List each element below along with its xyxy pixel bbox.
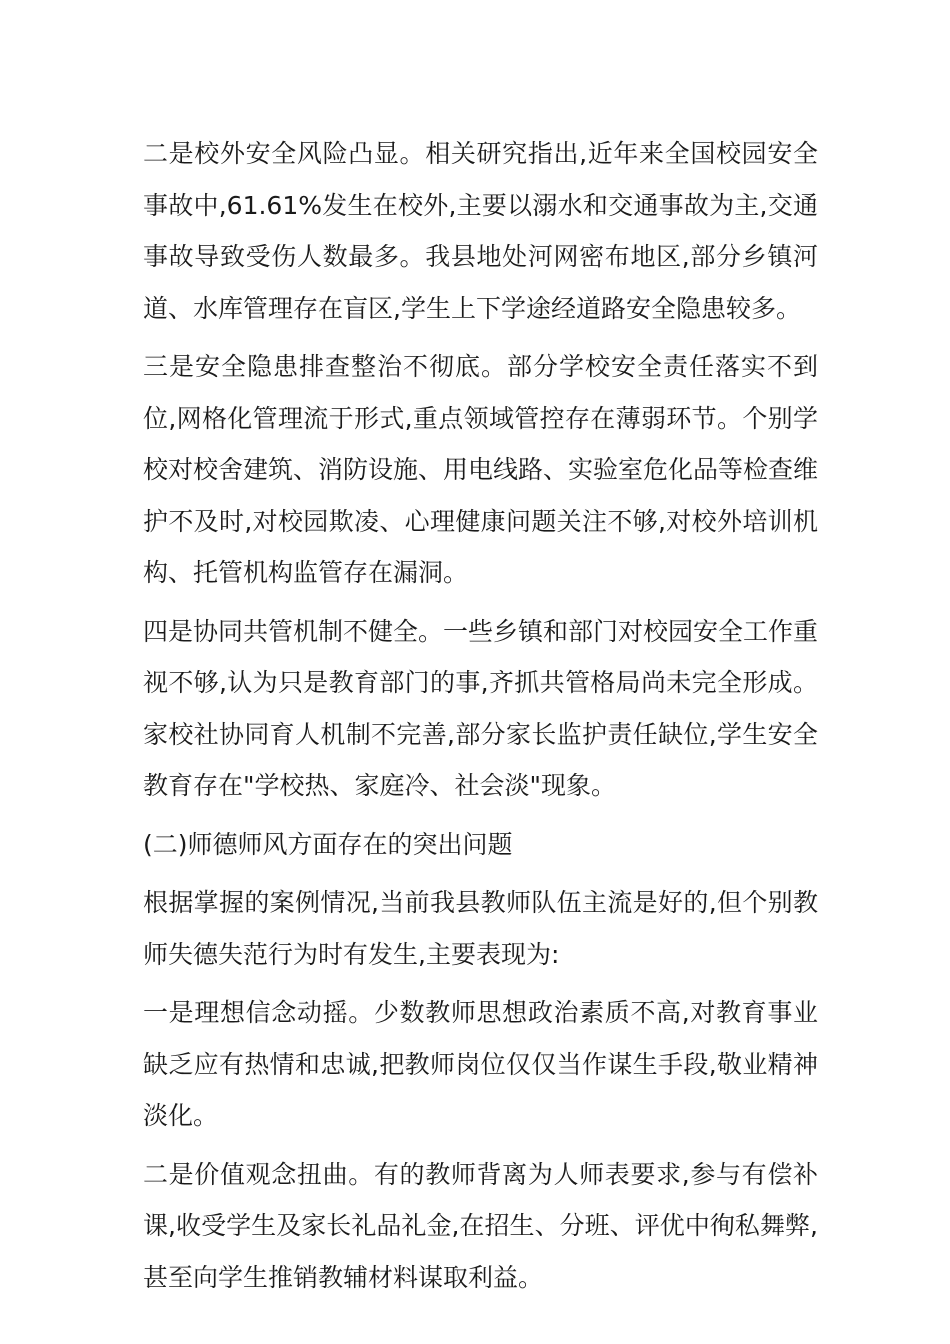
paragraph-case-summary: 根据掌握的案例情况,当前我县教师队伍主流是好的,但个别教师失德失范行为时有发生,主要表现为: [143, 888, 818, 969]
paragraph-values-distorted: 二是价值观念扭曲。有的教师背离为人师表要求,参与有偿补课,收受学生及家长礼品礼金,在招生、分班、评优中徇私舞弊,甚至向学生推销教辅材料谋取利益。 [143, 1159, 818, 1292]
paragraph-off-campus-risk: 二是校外安全风险凸显。相关研究指出,近年来全国校园安全事故中,61.61%发生在校外,主要以溺水和交通事故为主,交通事故导致受伤人数最多。我县地处河网密布地区,部分乡镇河道、水库管理存在盲区,学生上下学途经道路安全隐患较多。 [143, 139, 818, 323]
paragraph-ideals-wavering: 一是理想信念动摇。少数教师思想政治素质不高,对教育事业缺乏应有热情和忠诚,把教师岗位仅仅当作谋生手段,敬业精神淡化。 [143, 998, 818, 1130]
section-heading-teacher-ethics: (二)师德师风方面存在的突出问题 [143, 829, 513, 859]
document-body [143, 128, 818, 1310]
paragraph-hazard-inspection: 三是安全隐患排查整治不彻底。部分学校安全责任落实不到位,网格化管理流于形式,重点领域管控存在薄弱环节。个别学校对校舍建筑、消防设施、用电线路、实验室危化品等检查维护不及时,对校园欺凌、心理健康问题关注不够,对校外培训机构、托管机构监管存在漏洞。 [143, 352, 819, 587]
paragraph-joint-management: 四是协同共管机制不健全。一些乡镇和部门对校园安全工作重视不够,认为只是教育部门的事,齐抓共管格局尚未完全形成。家校社协同育人机制不完善,部分家长监护责任缺位,学生安全教育存在"学校热、家庭冷、社会淡"现象。 [143, 616, 819, 800]
